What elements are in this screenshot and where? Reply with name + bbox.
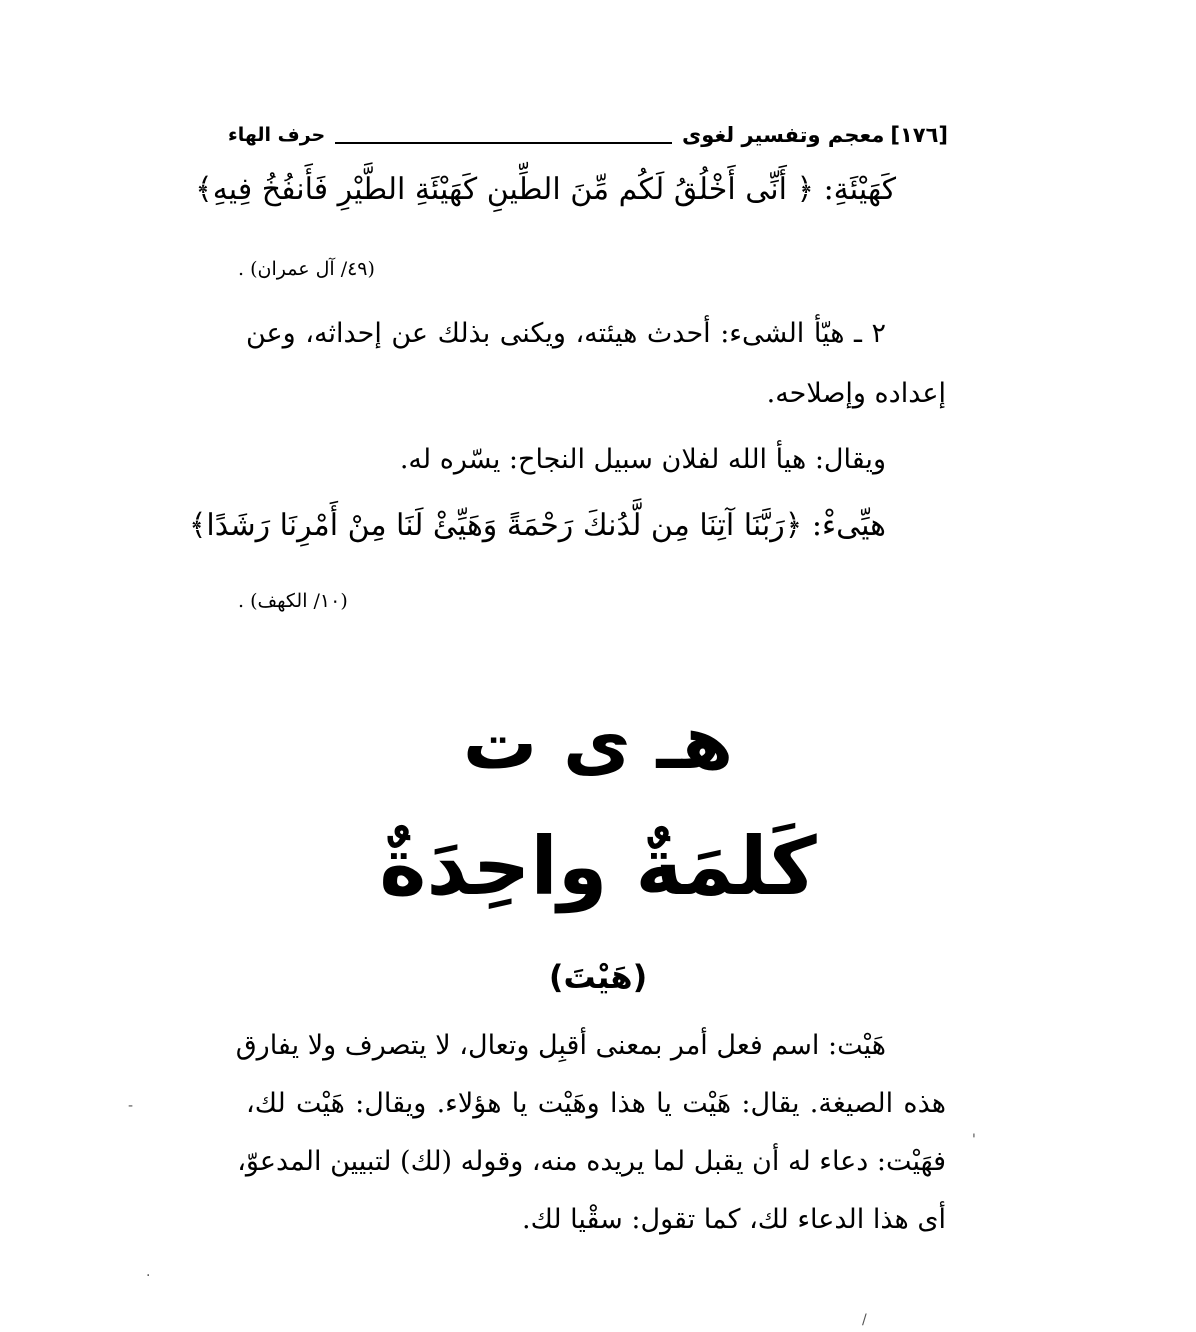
saying-line: ويقال: هيأ الله لفلان سبيل النجاح: يسّره له.: [399, 444, 886, 475]
page-number: [١٧٦]: [890, 123, 948, 147]
entry-term: كَهَيْئَةِ:: [823, 172, 896, 207]
scan-speck: /: [862, 1312, 867, 1328]
scan-speck: ·: [146, 1268, 151, 1284]
entry-term: هيِّىءْ:: [811, 508, 886, 543]
entry-kahay-a: [195, 172, 896, 207]
running-header: [228, 118, 948, 152]
definition-line-2: إعداده وإصلاحه.: [766, 378, 946, 409]
haita-line-1: هَيْت: اسم فعل أمر بمعنى أقبِل وتعال، لا يتصرف ولا يفارق: [235, 1030, 886, 1061]
section-title: حرف الهاء: [228, 124, 326, 146]
headword: (هَيْتَ): [548, 958, 648, 996]
definition-line-1: ٢ ـ هيّأ الشىء: أحدث هيئته، ويكنى بذلك عن إحداثه، وعن: [246, 318, 886, 349]
haita-line-4: أى هذا الدعاء لك، كما تقول: سقْيا لك.: [522, 1204, 946, 1235]
scan-speck: ': [972, 1132, 976, 1148]
quran-verse: ﴿ أَنِّى أَخْلُقُ لَكُم مِّنَ الطِّينِ كَهَيْئَةِ الطَّيْرِ فَأَنفُخُ فِيهِ﴾: [195, 172, 815, 207]
quran-verse: ﴿رَبَّنَا آتِنَا مِن لَّدُنكَ رَحْمَةً وَهَيِّئْ لَنَا مِنْ أَمْرِنَا رَشَدًا﴾: [188, 508, 803, 543]
haita-line-2: هذه الصيغة. يقال: هَيْت يا هذا وهَيْت يا هؤلاء. ويقال: هَيْت لك،: [246, 1088, 946, 1119]
book-title: معجم وتفسير لغوى: [682, 123, 885, 147]
haita-line-3: فهَيْت: دعاء له أن يقبل لما يريده منه، وقوله (لك) لتبيين المدعوّ،: [237, 1146, 946, 1177]
verse-reference: (١٠/ الكهف) .: [238, 590, 348, 612]
scan-speck: -: [128, 1098, 134, 1114]
word-count-label: كَلمَةٌ واحِدَةٌ: [379, 820, 817, 913]
root-letters: هـ ى ت: [462, 700, 734, 786]
header-rule: [335, 126, 672, 144]
verse-reference: (٤٩/ آل عمران) .: [238, 258, 375, 280]
entry-hayyi: [189, 508, 886, 543]
